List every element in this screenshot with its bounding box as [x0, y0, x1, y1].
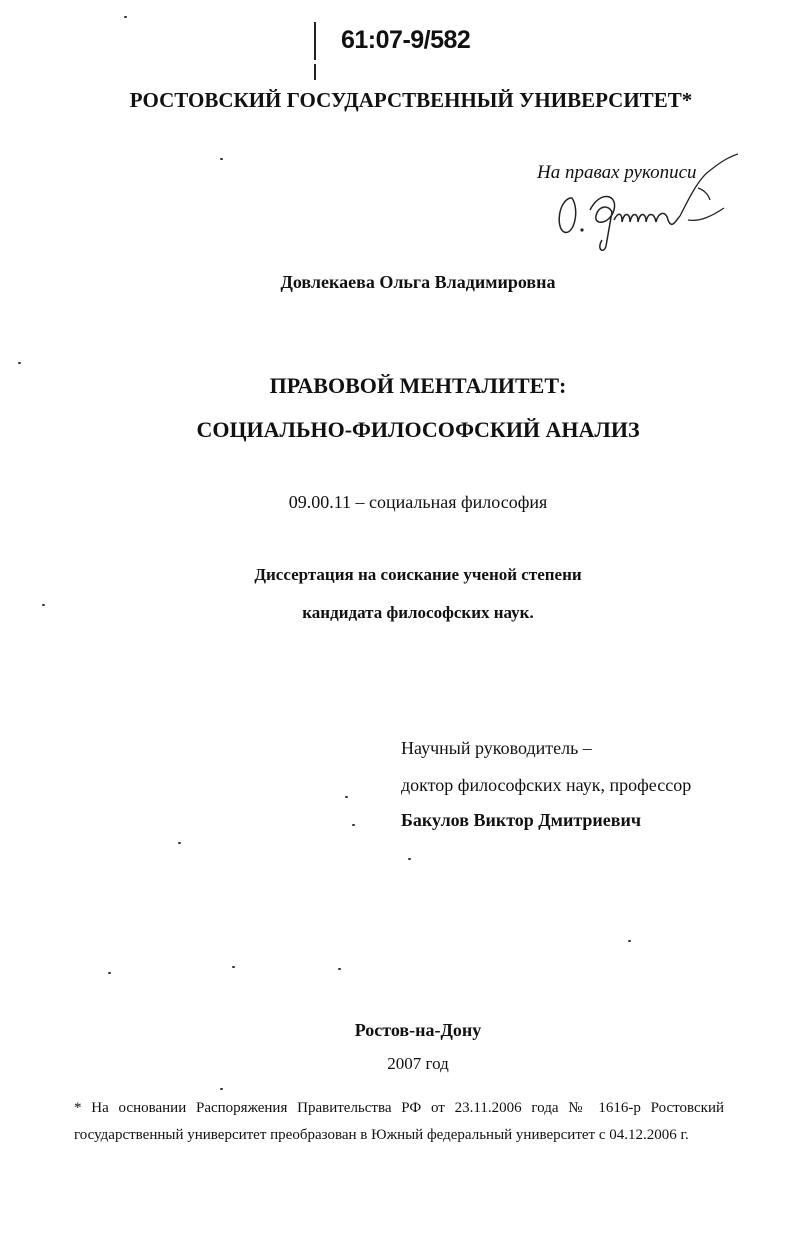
dissertation-title-line-2: СОЦИАЛЬНО-ФИЛОСОФСКИЙ АНАЛИЗ: [196, 417, 640, 442]
advisor-name: Бакулов Виктор Дмитриевич: [401, 810, 641, 830]
signature-icon: [548, 150, 738, 260]
scan-speck: [42, 604, 45, 606]
dissertation-title-line-1: ПРАВОВОЙ МЕНТАЛИТЕТ:: [269, 373, 567, 398]
library-code: 61:07-9/582: [341, 26, 471, 54]
university-name: РОСТОВСКИЙ ГОСУДАРСТВЕННЫЙ УНИВЕРСИТЕТ*: [129, 88, 693, 112]
scan-speck: [628, 940, 631, 942]
specialty-code: 09.00.11 – социальная философия: [288, 492, 548, 512]
scan-speck: [408, 858, 411, 860]
scan-speck: [18, 362, 21, 364]
scan-speck: [108, 972, 111, 974]
scan-line-top: [314, 22, 316, 60]
rights-notice: На правах рукописи: [537, 162, 697, 183]
scan-speck: [124, 16, 127, 18]
scan-speck: [220, 1088, 223, 1090]
scan-speck: [338, 968, 341, 970]
city: Ростов-на-Дону: [354, 1020, 482, 1040]
advisor-rank: доктор философских наук, профессор: [401, 775, 692, 795]
degree-statement-line-1: Диссертация на соискание ученой степени: [254, 565, 582, 584]
author-name: Довлекаева Ольга Владимировна: [280, 272, 556, 292]
degree-statement-line-2: кандидата философских наук.: [302, 603, 534, 622]
scan-speck: [178, 842, 181, 844]
scan-line-bottom: [314, 64, 316, 80]
year: 2007 год: [387, 1054, 449, 1073]
advisor-role: Научный руководитель –: [401, 738, 592, 758]
scan-speck: [232, 966, 235, 968]
scan-speck: [352, 824, 355, 826]
footnote: * На основании Распоряжения Правительства РФ от 23.11.2006 года № 1616-р Ростовский государственный университет преобразован в Южный федеральный университет с 04.12.2006 г.: [74, 1100, 724, 1143]
scan-speck: [345, 796, 348, 798]
scan-speck: [220, 158, 223, 160]
